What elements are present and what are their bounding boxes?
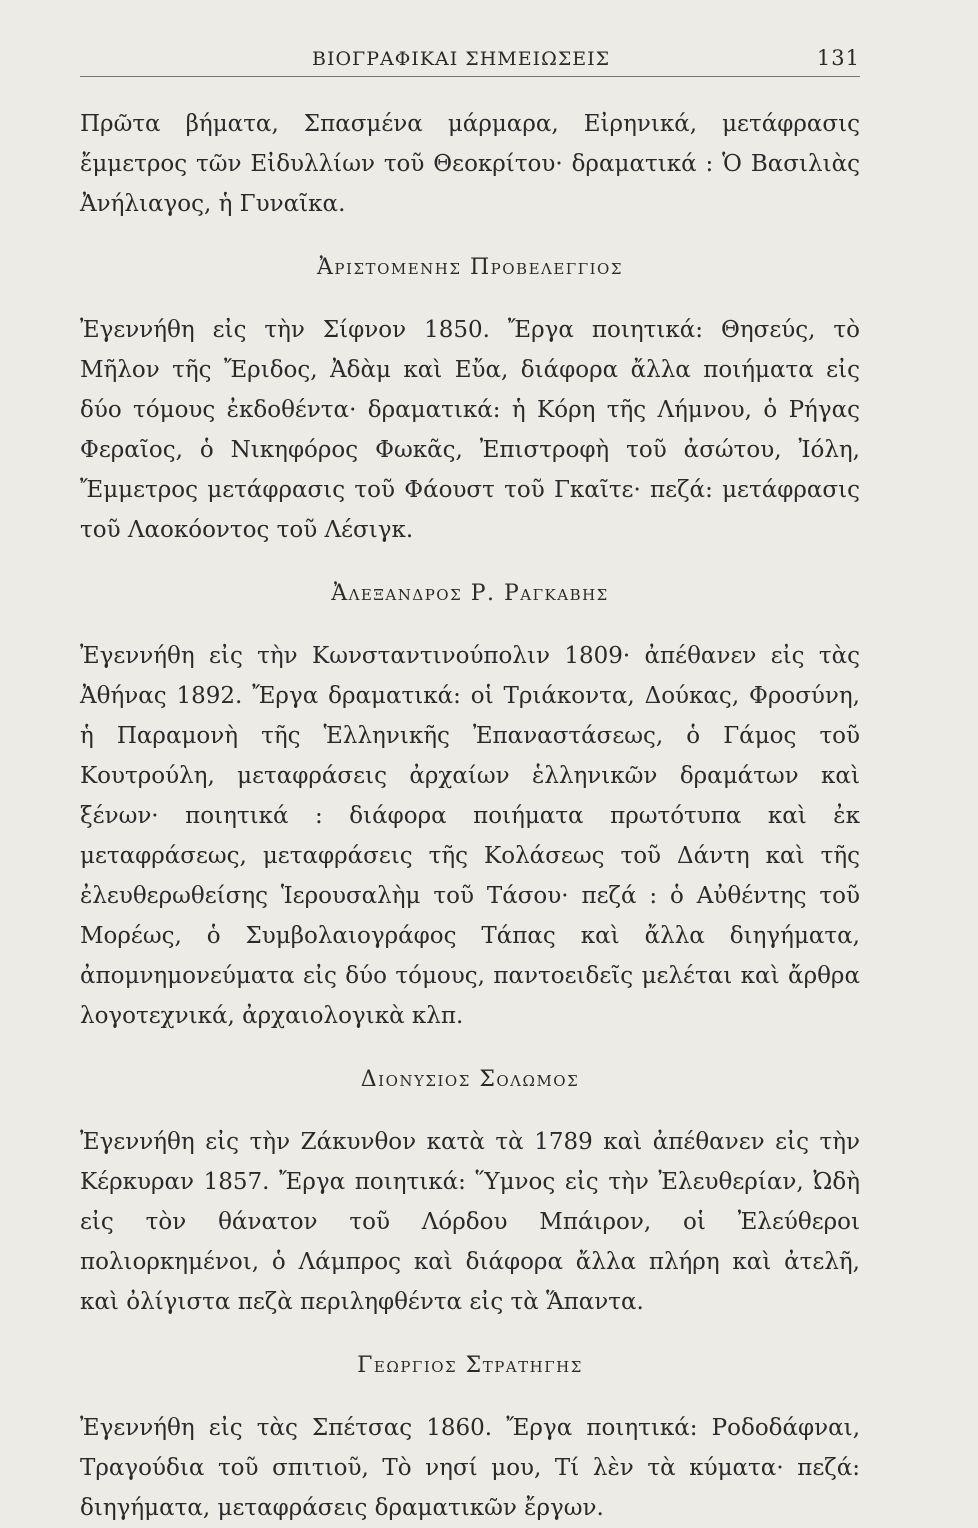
page-number: 131 bbox=[816, 46, 860, 70]
section-heading: Ἀριστομενης Προβελεγγιος bbox=[317, 255, 623, 280]
section-heading: Ἀλεξανδρος Ρ. Ραγκαβης bbox=[331, 581, 609, 606]
section-stratigis bbox=[80, 1346, 860, 1528]
paragraph: Ἐγεννήθη εἰς τὴν Κωνσταντινούπολιν 1809· ἀπέθανεν εἰς τὰς Ἀθήνας 1892. Ἔργα δραματικά: οἱ Τριάκοντα, Δούκας, Φροσύνη, ἡ Παραμονὴ τῆς Ἑλληνικῆς Ἐπαναστάσεως, ὁ Γάμος τοῦ Κουτρούλη, μεταφράσεις ἀρχαίων ἑλληνικῶν δραμάτων καὶ ξένων· ποιητικά : διάφορα ποιήματα πρωτότυπα καὶ ἐκ μεταφράσεως, μεταφράσεις τῆς Κολάσεως τοῦ Δάντη καὶ τῆς ἐλευθερωθείσης Ἱερουσαλὴμ τοῦ Τάσου· πεζά : ὁ Αὐθέντης τοῦ Μορέως, ὁ Συμβολαιογράφος Τάπας καὶ ἄλλα διηγήματα, ἀπομνημονεύματα εἰς δύο τόμους, παντοειδεῖς μελέται καὶ ἄρθρα λογοτεχνικά, ἀρχαιολογικὰ κλπ. bbox=[80, 643, 860, 1029]
running-title: ΒΙΟΓΡΑΦΙΚΑΙ ΣΗΜΕΙΩΣΕΙΣ bbox=[312, 48, 611, 70]
section-provelengios bbox=[80, 248, 860, 550]
paragraph: Ἐγεννήθη εἰς τὴν Ζάκυνθον κατὰ τὰ 1789 καὶ ἀπέθανεν εἰς τὴν Κέρκυραν 1857. Ἔργα ποιητικά: Ὕμνος εἰς τὴν Ἐλευθερίαν, Ὠδὴ εἰς τὸν θάνατον τοῦ Λόρδου Μπάιρον, οἱ Ἐλεύθεροι πολιορκημένοι, ὁ Λάμπρος καὶ διάφορα ἄλλα πλήρη καὶ ἀτελῆ, καὶ ὀλίγιστα πεζὰ περιληφθέντα εἰς τὰ Ἅπαντα. bbox=[80, 1129, 860, 1315]
header-rule bbox=[80, 76, 860, 77]
paragraph: Ἐγεννήθη εἰς τὴν Σίφνον 1850. Ἔργα ποιητικά: Θησεύς, τὸ Μῆλον τῆς Ἔριδος, Ἀδὰμ καὶ Εὔα, διάφορα ἄλλα ποιήματα εἰς δύο τόμους ἐκδοθέντα· δραματικά: ἡ Κόρη τῆς Λήμνου, ὁ Ρήγας Φεραῖος, ὁ Νικηφόρος Φωκᾶς, Ἐπιστροφὴ τοῦ ἀσώτου, Ἰόλη, Ἔμμετρος μετάφρασις τοῦ Φάουστ τοῦ Γκαῖτε· πεζά: μετάφρασις τοῦ Λαοκόοντος τοῦ Λέσιγκ. bbox=[80, 317, 860, 543]
section-heading: Γεωργιος Στρατηγης bbox=[357, 1353, 583, 1378]
section-solomos bbox=[80, 1060, 860, 1322]
section-heading: Διονυσιος Σολωμος bbox=[360, 1067, 580, 1092]
paragraph: Ἐγεννήθη εἰς τὰς Σπέτσας 1860. Ἔργα ποιητικά: Ροδοδάφναι, Τραγούδια τοῦ σπιτιοῦ, Τὸ νησί μου, Τί λὲν τὰ κύματα· πεζά: διηγήματα, μεταφράσεις δραματικῶν ἔργων. bbox=[80, 1415, 860, 1521]
running-head bbox=[80, 42, 860, 76]
section-ragkavis bbox=[80, 574, 860, 1036]
body-text bbox=[80, 104, 860, 1528]
section-continuation bbox=[80, 104, 860, 224]
paragraph: Πρῶτα βήματα, Σπασμένα μάρμαρα, Εἰρηνικά, μετάφρασις ἔμμετρος τῶν Εἰδυλλίων τοῦ Θεοκρίτου· δραματικά : Ὁ Βασιλιὰς Ἀνήλιαγος, ἡ Γυναῖκα. bbox=[80, 111, 860, 217]
